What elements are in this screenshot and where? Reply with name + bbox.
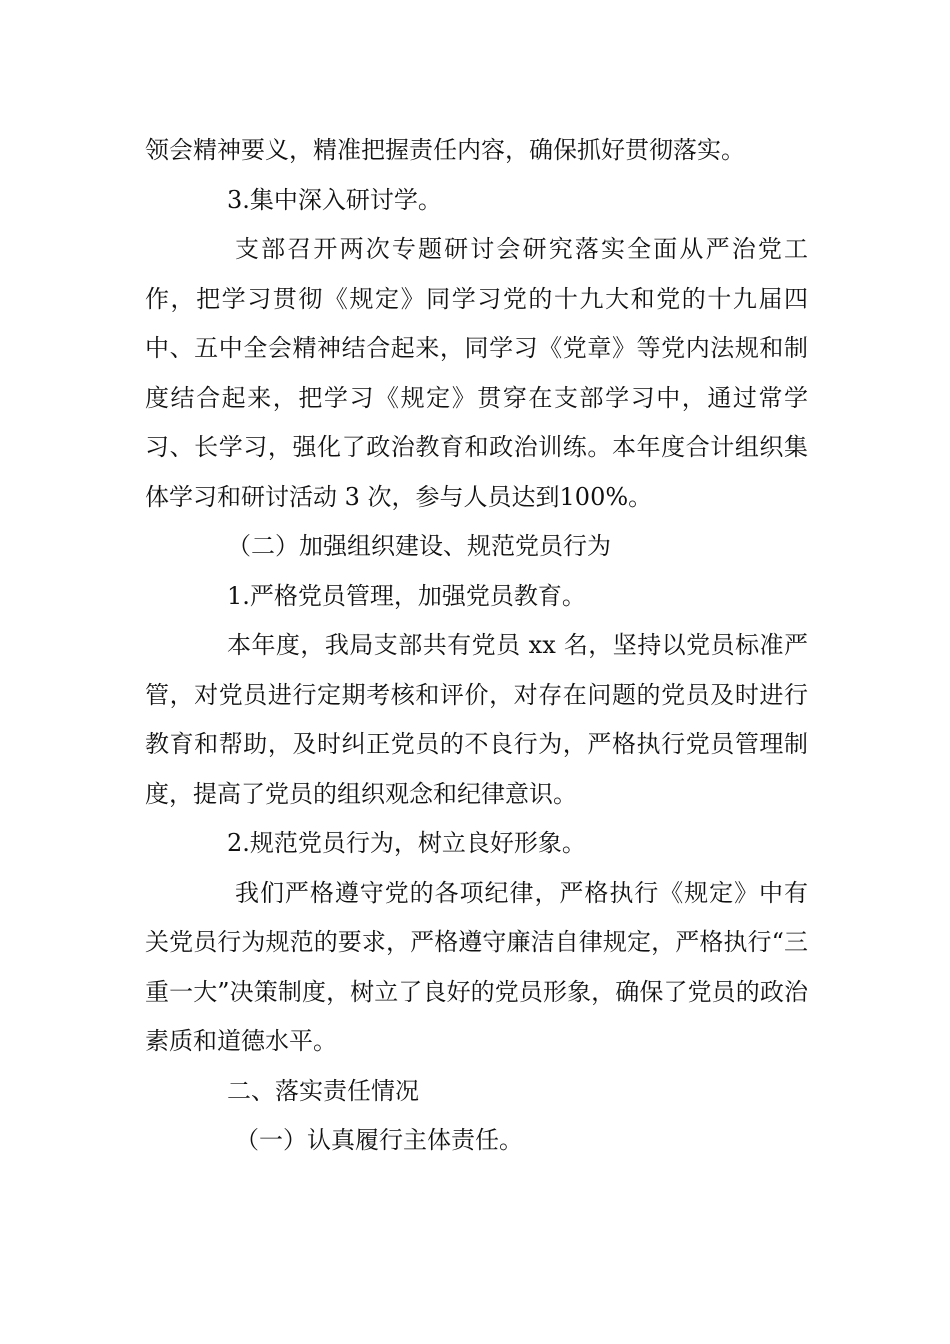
subheading-1: 1.严格党员管理，加强党员教育。 <box>227 581 586 610</box>
paragraph-member-management: 本年度，我局支部共有党员 xx 名，坚持以党员标准严管，对党员进行定期考核和评价，对存在问题的党员及时进行教育和帮助，及时纠正党员的不良行为，严格执行党员管理制度，提高了党员的组织观念和纪律意识。 <box>145 631 808 808</box>
paragraph-member-conduct: 我们严格遵守党的各项纪律，严格执行《规定》中有关党员行为规范的要求，严格遵守廉洁自律规定，严格执行“三重一大”决策制度，树立了良好的党员形象，确保了党员的政治素质和道德水平。 <box>145 878 808 1055</box>
paragraph-continuation: 领会精神要义，精准把握责任内容，确保抓好贯彻落实。 <box>145 136 745 164</box>
section-heading-2: （二）加强组织建设、规范党员行为 <box>227 532 611 560</box>
subheading-2: 2.规范党员行为，树立良好形象。 <box>227 829 586 857</box>
document-body <box>145 126 808 1166</box>
subheading-3: 3.集中深入研讨学。 <box>227 185 442 214</box>
section-heading-1: （一）认真履行主体责任。 <box>235 1126 523 1154</box>
paragraph-seminar: 支部召开两次专题研讨会研究落实全面从严治党工作，把学习贯彻《规定》同学习党的十九大和党的十九届四中、五中全会精神结合起来，同学习《党章》等党内法规和制度结合起来，把学习《规定》贯穿在支部学习中，通过常学习、长学习，强化了政治教育和政治训练。本年度合计组织集体学习和研讨活动 3 次，参与人员达到100%。 <box>145 235 808 511</box>
chapter-heading-2: 二、落实责任情况 <box>227 1076 419 1105</box>
